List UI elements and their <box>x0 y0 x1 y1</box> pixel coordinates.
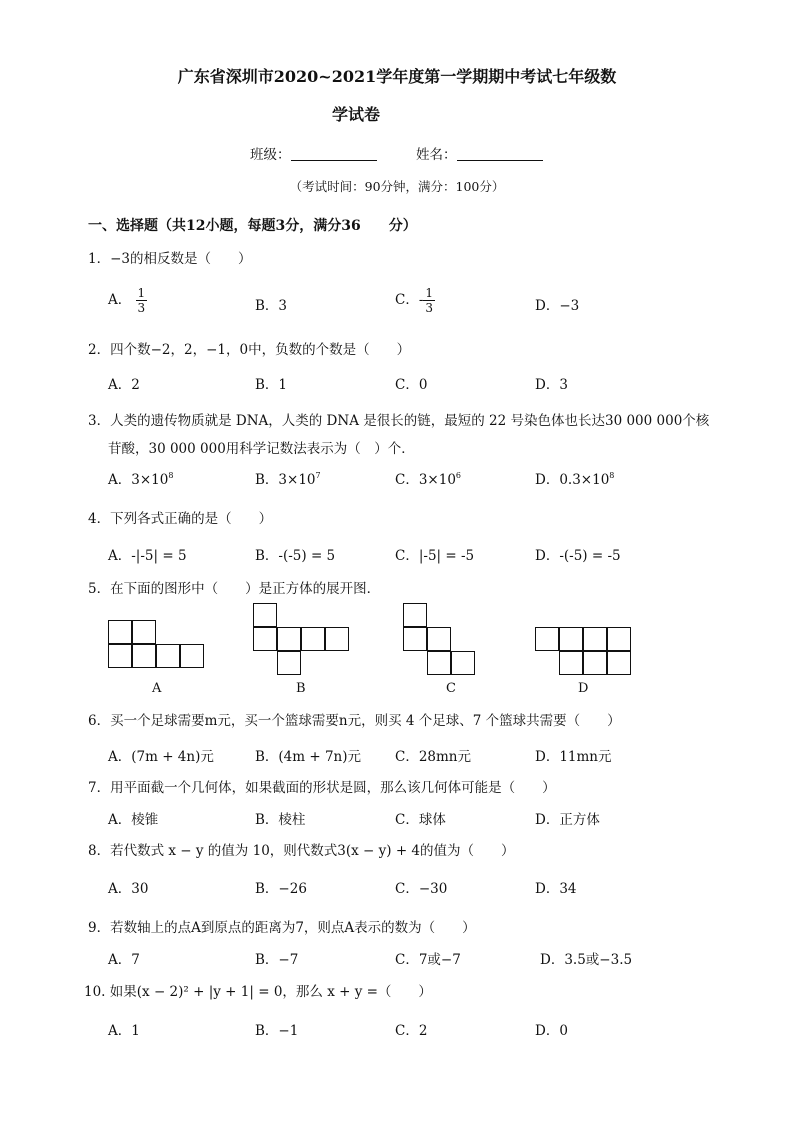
q2-option-b: B．1 <box>255 377 288 393</box>
q6-option-b: B．(4m + 7n)元 <box>255 749 362 765</box>
question-5: 5．在下面的图形中（ ）是正方体的展开图． <box>88 581 381 597</box>
question-text: −3的相反数是（ ） <box>110 251 252 267</box>
question-6: 6．买一个足球需要m元，买一个篮球需要n元，则买 4 个足球、7 个篮球共需要（ ） <box>88 713 621 729</box>
q2-option-c: C．0 <box>395 377 428 393</box>
class-label: 班级： <box>250 147 291 163</box>
exam-info: （考试时间：90分钟，满分：100分） <box>289 179 505 194</box>
q3-option-c: C．$3\times 10^6$ <box>395 471 462 488</box>
q6-option-d: D．11mn元 <box>535 749 612 765</box>
class-blank <box>291 146 377 161</box>
q6-option-a: A．(7m + 4n)元 <box>108 749 214 765</box>
question-7: 7．用平面截一个几何体，如果截面的形状是圆，那么该几何体可能是（ ） <box>88 780 556 796</box>
q2-option-a: A．2 <box>108 377 140 393</box>
exam-title-line2: 学试卷 <box>332 105 381 124</box>
q4-option-c: C．|-5| = -5 <box>395 548 475 564</box>
q7-option-d: D．正方体 <box>535 812 600 828</box>
figure-label-b: B <box>296 681 306 696</box>
question-9: 9．若数轴上的点A到原点的距离为7，则点A表示的数为（ ） <box>88 920 476 936</box>
q6-option-c: C．28mn元 <box>395 749 472 765</box>
q10-option-c: C．2 <box>395 1023 428 1039</box>
q4-option-d: D．-(-5) = -5 <box>535 548 621 564</box>
q4-option-b: B．-(-5) = 5 <box>255 548 336 564</box>
question-number: 1． <box>88 251 111 267</box>
q1-option-b: B．3 <box>255 298 288 314</box>
class-field <box>250 143 377 163</box>
q2-option-d: D．3 <box>535 377 568 393</box>
section-heading: 一、选择题（共12小题，每题3分，满分36 分） <box>88 218 417 234</box>
fraction: $\frac{1}{3}$ <box>425 286 434 315</box>
q8-option-d: D．34 <box>535 881 577 897</box>
q7-option-c: C．球体 <box>395 812 446 828</box>
figure-label-d: D <box>578 681 589 696</box>
question-10: 10. 如果(x − 2)² + |y + 1| = 0，那么 x + y =（ ） <box>84 984 432 1000</box>
name-label: 姓名： <box>416 147 457 163</box>
fraction: $\frac{1}{3}$ <box>137 286 146 315</box>
q10-option-a: A．1 <box>108 1023 140 1039</box>
q1-option-d: D．−3 <box>535 298 580 314</box>
name-blank <box>457 146 543 161</box>
exam-title-line1: 广东省深圳市2020~2021学年度第一学期期中考试七年级数 <box>177 67 617 86</box>
question-8: 8．若代数式 x − y 的值为 10，则代数式3(x − y) + 4的值为（ ） <box>88 843 515 859</box>
q9-option-a: A．7 <box>108 952 140 968</box>
q3-option-d: D．$0.3\times 10^8$ <box>535 471 615 488</box>
question-3: 3．人类的遗传物质就是 DNA，人类的 DNA 是很长的链，最短的 22 号染色体也长达30 000 000个核 <box>88 413 710 429</box>
q1-option-c: C．- $\frac{1}{3}$ <box>395 286 434 315</box>
q7-option-a: A．棱锥 <box>108 812 159 828</box>
q9-option-c: C．7或−7 <box>395 952 461 968</box>
q8-option-c: C．−30 <box>395 881 448 897</box>
q10-option-d: D．0 <box>535 1023 568 1039</box>
question-3-line2: 苷酸，30 000 000用科学记数法表示为（ ）个． <box>108 441 415 457</box>
q10-option-b: B．−1 <box>255 1023 299 1039</box>
figure-label-c: C <box>446 681 456 696</box>
q9-option-d: D．3.5或−3.5 <box>540 952 633 968</box>
question-2: 2．四个数−2，2，−1，0中，负数的个数是（ ） <box>88 342 411 358</box>
q4-option-a: A．-|-5| = 5 <box>108 548 187 564</box>
q3-option-b: B．$3\times 10^7$ <box>255 471 321 488</box>
q3-option-a: A．$3\times 10^8$ <box>108 471 174 488</box>
q8-option-a: A．30 <box>108 881 149 897</box>
q8-option-b: B．−26 <box>255 881 307 897</box>
q7-option-b: B．棱柱 <box>255 812 306 828</box>
question-4: 4．下列各式正确的是（ ） <box>88 511 273 527</box>
q1-option-a: A． $\frac{1}{3}$ <box>108 286 146 315</box>
q9-option-b: B．−7 <box>255 952 299 968</box>
question-1 <box>88 247 252 267</box>
figure-label-a: A <box>152 681 162 696</box>
name-field <box>416 143 543 163</box>
